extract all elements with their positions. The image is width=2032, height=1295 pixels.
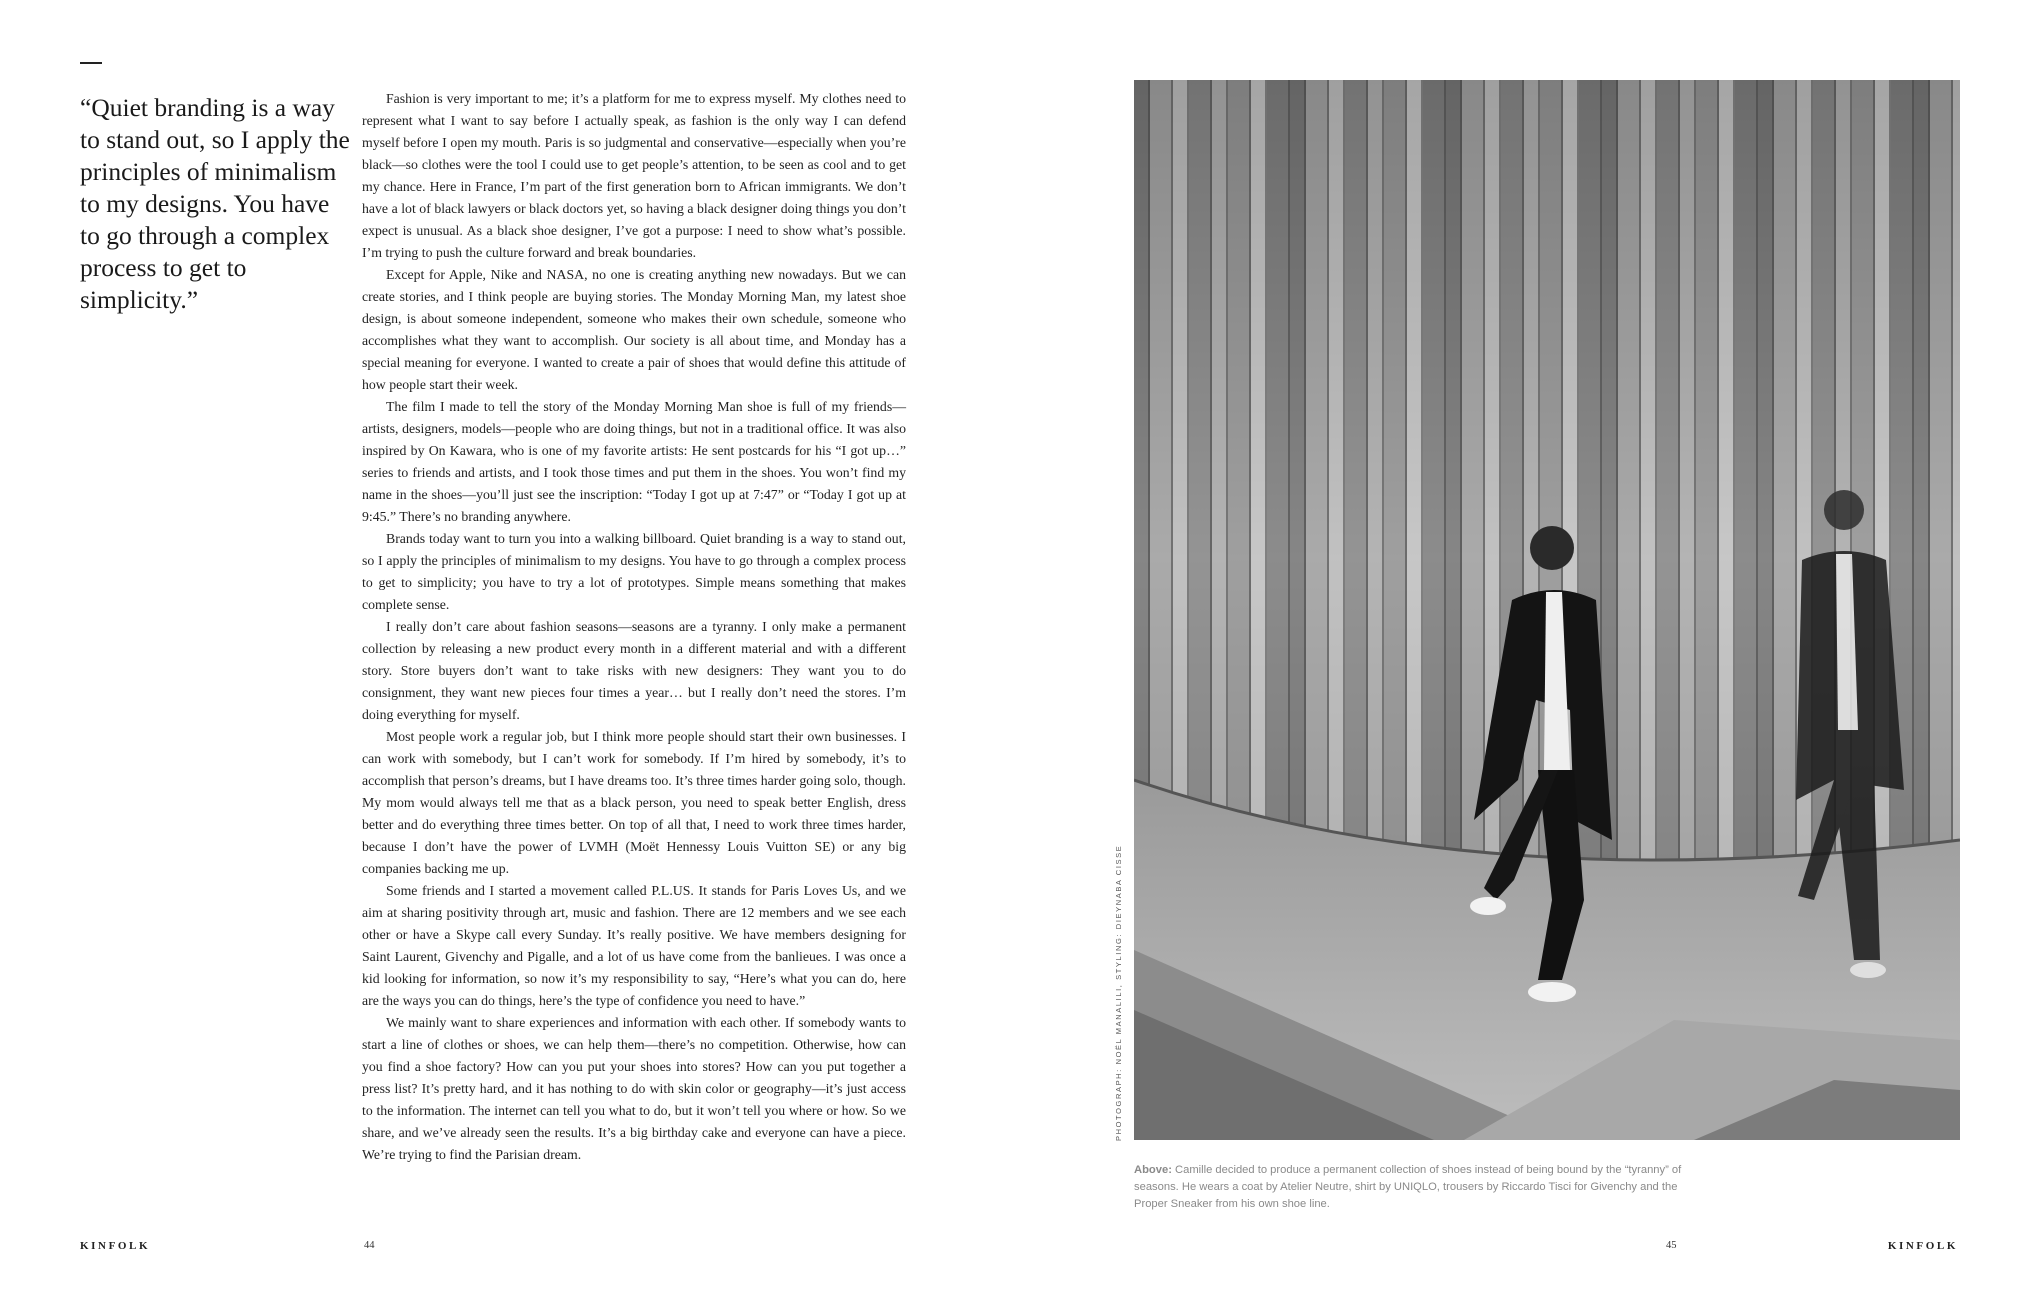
article-paragraph: Most people work a regular job, but I think more people should start their own businesses. I can work with somebody, but I can’t work for somebody. If I’m hired by somebody, it’s to accomplish that person’s dreams, but I have dreams too. It’s three times harder going solo, though. My mom would always tell me that as a black person, you need to speak better English, dress better and do everything three times better. On top of all that, I need to work three times harder, because I don’t have the power of LVMH (Moët Hennessy Louis Vuitton SE) or any big companies backing me up. <box>362 729 906 876</box>
magazine-brand: KINFOLK <box>80 1240 151 1252</box>
magazine-brand: KINFOLK <box>1887 1240 1958 1252</box>
article-paragraph: I really don’t care about fashion seasons—seasons are a tyranny. I only make a permanent collection by releasing a new product every month in a different material and with a different story. Store buyers don’t want to take risks with new designers: They want you to do consignment, they want new pieces four times a year… but I really don’t need the stores. I’m doing everything for myself. <box>362 619 906 722</box>
pull-quote-dash <box>80 62 102 64</box>
page-number: 44 <box>364 1240 375 1251</box>
pull-quote: “Quiet branding is a way to stand out, so I apply the principles of minimalism to my designs. You have to go through a complex process to get to simplicity.” <box>80 93 350 314</box>
article-paragraph: Brands today want to turn you into a walking billboard. Quiet branding is a way to stand out, so I apply the principles of minimalism to my designs. You have to go through a complex process to get to simplicity; you have to try a lot of prototypes. Simple means something that makes complete sense. <box>362 531 906 612</box>
article-paragraph: We mainly want to share experiences and information with each other. If somebody wants to start a line of clothes or shoes, we can help them—there’s no competition. Otherwise, how can you find a shoe factory? How can you put your shoes into stores? How can you put together a press list? It’s pretty hard, and it has nothing to do with skin color or geography—it’s just access to the information. The internet can tell you what to do, but it won’t tell you where or how. So we share, and we’ve already seen the results. It’s a big birthday cake and everyone can have a piece. We’re trying to find the Parisian dream. <box>362 1015 906 1162</box>
article-paragraph: Except for Apple, Nike and NASA, no one is creating anything new nowadays. But we can create stories, and I think people are buying stories. The Monday Morning Man, my latest shoe design, is about someone independent, someone who makes their own schedule, someone who accomplishes what they want to accomplish. Our society is all about time, and Monday has a special meaning for everyone. I wanted to create a pair of shoes that would define this attitude of how people start their week. <box>362 267 906 392</box>
photograph-illustration <box>1134 80 1960 1140</box>
page-number: 45 <box>1666 1240 1677 1251</box>
article-paragraph: Some friends and I started a movement called P.L.US. It stands for Paris Loves Us, and we aim at sharing positivity through art, music and fashion. There are 12 members and we see each other or have a Skype call every Sunday. It’s really positive. We have members designing for Saint Laurent, Givenchy and Pigalle, and a lot of us have come from the banlieues. I was once a kid looking for information, so now it’s my responsibility to say, “Here’s what you can do, here are the ways you can do things, here’s the type of confidence you need to have.” <box>362 883 906 1008</box>
photograph <box>1134 80 1960 1140</box>
caption-lead: Above: <box>1134 1164 1172 1176</box>
article-paragraph: Fashion is very important to me; it’s a platform for me to express myself. My clothes need to represent what I want to say before I actually speak, as fashion is the only way I can defend myself before I open my mouth. Paris is so judgmental and conservative—especially when you’re black—so clothes were the tool I could use to get people’s attention, to be seen as cool and to get my chance. Here in France, I’m part of the first generation born to African immigrants. We don’t have a lot of black lawyers or black doctors yet, so having a black designer doing things you don’t expect is unusual. As a black shoe designer, I’ve got a purpose: I need to show what’s possible. I’m trying to push the culture forward and break boundaries. <box>362 91 906 260</box>
caption-text: Camille decided to produce a permanent collection of shoes instead of being bound by the “tyranny” of seasons. He wears a coat by Atelier Neutre, shirt by UNIQLO, trousers by Riccardo Tisci for Givenchy and the Proper Sneaker from his own shoe line. <box>1134 1164 1682 1210</box>
article-body <box>362 88 906 1166</box>
photo-caption <box>1134 1162 1694 1213</box>
right-page <box>1016 0 2032 1295</box>
article-paragraph: The film I made to tell the story of the Monday Morning Man shoe is full of my friends—artists, designers, models—people who are doing things, but not in a traditional office. It was also inspired by On Kawara, who is one of my favorite artists: He sent postcards for his “I got up…” series to friends and artists, and I took those times and put them in the shoes. You won’t find my name in the shoes—you’ll just see the inscription: “Today I got up at 7:47” or “Today I got up at 9:45.” There’s no branding anywhere. <box>362 399 906 524</box>
photo-credit: PHOTOGRAPH: NOËL MANALILI, STYLING: DIEYNABA CISSE <box>1114 844 1123 1141</box>
